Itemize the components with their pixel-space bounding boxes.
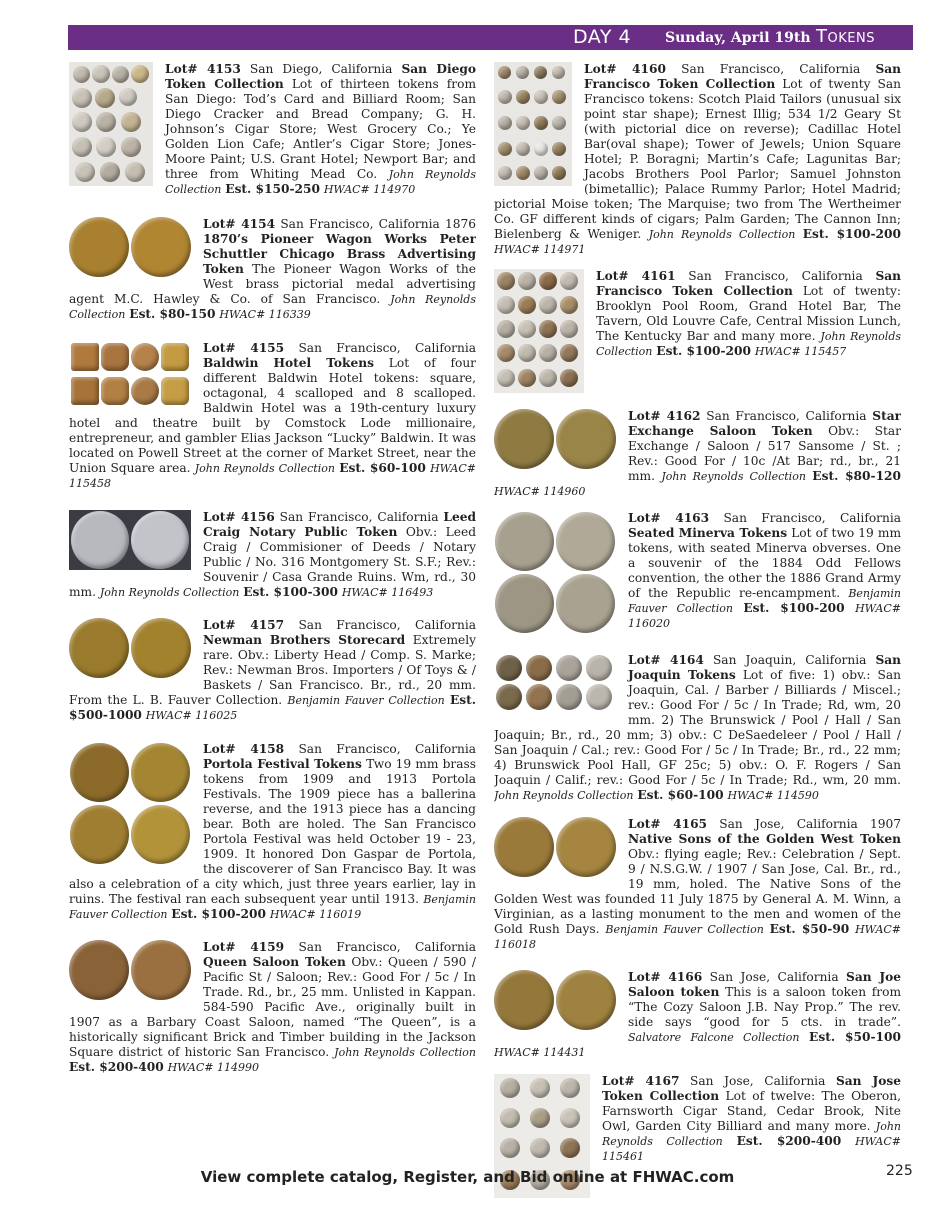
right-column (494, 62, 901, 1200)
lot-place: San Francisco, California (298, 940, 476, 954)
lot-title: Seated Minerva Tokens (628, 526, 788, 540)
lot-hwac: HWAC# 116025 (145, 709, 238, 722)
lot-4155 (69, 341, 476, 491)
lot-title: Newman Brothers Storecard (203, 633, 406, 647)
lot-4160 (494, 62, 901, 257)
lot-4166-image[interactable] (494, 970, 616, 1030)
lot-description: Lot of twenty: Brooklyn Pool Room, Grand Hotel Bar, The Tavern, Old Louvre Cafe, Central Mission Lunch, The Kentucky Bar and many more. (596, 284, 901, 343)
lot-number: Lot# 4167 (602, 1074, 680, 1088)
lot-number: Lot# 4158 (203, 742, 285, 756)
lot-hwac: HWAC# 114590 (727, 789, 819, 802)
lot-description: The Pioneer Wagon Works of the West brass pictorial medal advertising agent M.C. Hawley & Co. of San Francisco. (69, 262, 476, 306)
lot-title: San Joe Saloon token (628, 970, 901, 999)
lot-place: San Francisco, California (706, 409, 867, 423)
lot-4154-image[interactable] (69, 217, 191, 277)
lot-hwac: HWAC# 114971 (494, 243, 586, 256)
lot-4159-image[interactable] (69, 940, 191, 1000)
lot-provenance: Benjamin Fauver Collection (69, 893, 476, 921)
lot-estimate: Est. $100-200 (171, 907, 266, 921)
lot-4165 (494, 817, 901, 952)
lot-estimate: Est. $100-200 (743, 601, 845, 615)
lot-place: San Francisco, California (279, 510, 439, 524)
lot-title: Baldwin Hotel Tokens (203, 356, 374, 370)
lot-estimate: Est. $100-300 (243, 585, 338, 599)
lot-hwac: HWAC# 115457 (754, 345, 847, 358)
lot-4163-image[interactable] (494, 511, 616, 635)
lot-hwac: HWAC# 114431 (494, 1046, 586, 1059)
lot-description: Lot of five: 1) obv.: San Joaquin, Cal. / Barber / Billiards / Miscel.; rev.: Good For / 5c / In Trade; Rd, wm, 20 mm. 2) The Brunswick / Pool / Hall / San Joaquin; Br., rd., 20 mm; 3) obv.: C DeSaedeleer / Pool / Hall / San Joaquin / Cal.; rev.: Good For / 5c / In Trade; Br., rd., 22 mm; 4) Brunswick Pool Hall, GF 25c; 5) obv.: O. F. Rogers / San Joaquin / Calif.; rev.: Good For / 5c / In Trade; Rd., wm, 20 mm. (494, 668, 901, 787)
lot-provenance: Benjamin Fauver Collection (628, 587, 901, 615)
lot-place: San Francisco, California (681, 62, 861, 76)
lot-provenance: Benjamin Fauver Collection (605, 923, 764, 936)
lot-provenance: John Reynolds Collection (334, 1046, 476, 1059)
lot-place: San Jose, California 1907 (719, 817, 901, 831)
lot-provenance: John Reynolds Collection (99, 586, 240, 599)
lot-number: Lot# 4164 (628, 653, 704, 667)
lot-place: San Francisco, California (298, 341, 476, 355)
lot-estimate: Est. $500-1000 (69, 693, 476, 722)
lot-4157-image[interactable] (69, 618, 191, 678)
lot-description: Lot of four different Baldwin Hotel tokens: square, octagonal, 4 scalloped and 8 scalloped. Baldwin Hotel was a 19th-century luxury hotel and theatre built by Comstock Lode millionaire, entrepreneur, and gambler Elias Jackson “Lucky” Baldwin. It was located on Powell Street at the corner of Market Street, near the Union Square area. (69, 356, 476, 475)
section-label: Tokens (816, 26, 875, 47)
lot-hwac: HWAC# 115458 (69, 462, 476, 490)
lot-4160-image[interactable] (494, 62, 572, 186)
lot-4158-image[interactable] (69, 742, 191, 866)
lot-4156-image[interactable] (69, 510, 191, 570)
lot-hwac: HWAC# 114990 (167, 1061, 259, 1074)
lot-estimate: Est. $150-250 (225, 182, 320, 196)
lot-description: Obv.: flying eagle; Rev.: Celebration / Sept. 9 / N.S.G.W. / 1907 / San Jose, Cal. Br., rd., 19 mm, holed. The Native Sons of the Golden West was founded 11 July 1875 by General A. M. Winn, a Virginian, as a lasting monument to the men and women of the Gold Rush Days. (494, 847, 901, 936)
lot-place: San Joaquin, California (712, 653, 867, 667)
lot-4161-image[interactable] (494, 269, 584, 393)
date-label: Sunday, April 19th (665, 30, 811, 46)
lot-provenance: John Reynolds Collection (69, 293, 476, 321)
footer-cta[interactable]: View complete catalog, Register, and Bid online at FHWAC.com (200, 1168, 735, 1186)
lot-hwac: HWAC# 116493 (341, 586, 434, 599)
lot-title: Queen Saloon Token (203, 955, 346, 969)
lot-hwac: HWAC# 116020 (628, 602, 901, 630)
lot-estimate: Est. $60-100 (637, 788, 724, 802)
lot-4154 (69, 217, 476, 322)
lot-4156 (69, 510, 476, 600)
lot-4163 (494, 511, 901, 637)
lot-provenance: John Reynolds Collection (596, 330, 901, 358)
page-number: 225 (886, 1163, 913, 1179)
lot-place: San Diego, California (249, 62, 393, 76)
lot-estimate: Est. $80-150 (129, 307, 216, 321)
lot-hwac: HWAC# 116339 (219, 308, 311, 321)
lot-place: San Francisco, California (298, 618, 476, 632)
lot-number: Lot# 4156 (203, 510, 275, 524)
lot-estimate: Est. $200-400 (736, 1134, 842, 1148)
lot-4153 (69, 62, 476, 197)
lot-description: Obv.: Leed Craig / Commisioner of Deeds / Notary Public / No. 316 Montgomery St. S.F.; Rev.: Souvenir / Casa Grande Ruins. Wm, rd., 30 mm. (69, 525, 476, 599)
lot-description: Lot of thirteen tokens from San Diego: Tod’s Card and Billiard Room; San Diego Cracker and Bread Company; G. H. Johnson’s Cigar Store; West Grocery Co.; Ye Golden Lion Cafe; Antler’s Cigar Store; Jones-Moore Paint; U.S. Grant Hotel; Newport Bar; and three from Whiting Mead Co. (165, 77, 476, 181)
lot-title: Native Sons of the Golden West Token (628, 832, 901, 846)
lot-description: This is a saloon token from “The Cozy Saloon J.B. Nay Prop.” The rev. side says “good for 5 cts. in trade”. (628, 985, 901, 1029)
lot-4155-image[interactable] (69, 341, 191, 409)
lot-hwac: HWAC# 115461 (602, 1135, 901, 1163)
lot-description: Lot of twelve: The Oberon, Farnsworth Cigar Stand, Cedar Brook, Nite Owl, Garden City Billiard and many more. (602, 1089, 901, 1133)
lot-provenance: Benjamin Fauver Collection (287, 694, 445, 707)
lot-number: Lot# 4166 (628, 970, 703, 984)
lot-number: Lot# 4160 (584, 62, 666, 76)
lot-estimate: Est. $80-120 (812, 469, 901, 483)
lot-provenance: John Reynolds Collection (494, 789, 634, 802)
lot-4164-image[interactable] (494, 653, 616, 713)
lot-place: San Jose, California (709, 970, 839, 984)
lot-number: Lot# 4161 (596, 269, 676, 283)
lot-number: Lot# 4163 (628, 511, 710, 525)
lot-estimate: Est. $50-90 (769, 922, 850, 936)
day-banner (68, 25, 913, 50)
lot-estimate: Est. $50-100 (809, 1030, 901, 1044)
lot-number: Lot# 4153 (165, 62, 241, 76)
lot-hwac: HWAC# 114960 (494, 485, 586, 498)
lot-provenance: John Reynolds Collection (648, 228, 796, 241)
lot-title: Leed Craig Notary Public Token (203, 510, 476, 539)
lot-place: San Francisco, California (298, 742, 476, 756)
lot-title: Portola Festival Tokens (203, 757, 362, 771)
lot-number: Lot# 4159 (203, 940, 285, 954)
lot-place: San Francisco, California (688, 269, 863, 283)
lot-title: San Francisco Token Collection (584, 62, 901, 91)
lot-4161 (494, 269, 901, 395)
lot-title: Star Exchange Saloon Token (628, 409, 901, 438)
lot-estimate: Est. $200-400 (69, 1060, 164, 1074)
lot-place: San Francisco, California 1876 (280, 217, 476, 231)
lot-estimate: Est. $100-200 (802, 227, 901, 241)
lot-estimate: Est. $100-200 (656, 344, 751, 358)
lot-4162-image[interactable] (494, 409, 616, 469)
lot-4159 (69, 940, 476, 1075)
lot-provenance: John Reynolds Collection (661, 470, 806, 483)
lot-4158 (69, 742, 476, 922)
lot-title: 1870’s Pioneer Wagon Works Peter Schuttler Chicago Brass Advertising Token (203, 232, 476, 276)
lot-4157 (69, 618, 476, 723)
lot-4153-image[interactable] (69, 62, 153, 186)
lot-description: Lot of twenty San Francisco tokens: Scotch Plaid Tailors (unusual six point star shape); Ernest Illig; 534 1/2 Geary St (with pictorial dice on reverse); Cadillac Hotel Bar(oval shape); Tower of Jewels; Union Square Hotel; P. Boragni; Martin’s Cafe; Lagunitas Bar; Jacobs Brothers Pool Parlor; Samuel Johnston (bimetallic); Palace Rummy Parlor; Hotel Madrid; pictorial Moise token; The Marquise; two from The Wertheimer Co. GF different kinds of cigars; Palm Garden; The Cannon Inn; Bielenberg & Weniger. (494, 77, 901, 241)
lot-place: San Jose, California (690, 1074, 826, 1088)
lot-hwac: HWAC# 116018 (494, 923, 901, 951)
lot-4165-image[interactable] (494, 817, 616, 877)
lot-title: San Joaquin Tokens (628, 653, 901, 682)
lot-title: San Diego Token Collection (165, 62, 476, 91)
lot-provenance: John Reynolds Collection (602, 1120, 901, 1148)
lot-number: Lot# 4154 (203, 217, 276, 231)
day-label: DAY 4 (573, 26, 632, 48)
lot-hwac: HWAC# 114970 (323, 183, 416, 196)
lot-number: Lot# 4155 (203, 341, 285, 355)
lot-description: Extremely rare. Obv.: Liberty Head / Comp. S. Marke; Rev.: Newman Bros. Importers / Of Toys & / Baskets / San Francisco. Br., rd., 20 mm. From the L. B. Fauver Collection. (69, 633, 476, 707)
lot-provenance: John Reynolds Collection (194, 462, 335, 475)
lot-estimate: Est. $60-100 (339, 461, 426, 475)
left-column (69, 62, 476, 1075)
lot-provenance: John Reynolds Collection (165, 168, 476, 196)
lot-description: Lot of two 19 mm tokens, with seated Minerva obverses. One a souvenir of the 1884 Odd Fellows convention, the other the 1886 Grand Army of the Republic re-encampment. (628, 526, 901, 600)
lot-title: San Francisco Token Collection (596, 269, 901, 298)
lot-title: San Jose Token Collection (602, 1074, 901, 1103)
lot-number: Lot# 4162 (628, 409, 701, 423)
lot-4164 (494, 653, 901, 803)
lot-number: Lot# 4157 (203, 618, 285, 632)
lot-description: Obv.: Queen / 590 / Pacific St / Saloon; Rev.: Good For / 5c / In Trade. Rd., br., 25 mm. Unlisted in Kappan. 584-590 Pacific Ave., originally built in 1907 as a Barbary Coast Saloon, named “The Queen”, is a historically significant Brick and Timber building in the Jackson Square district of historic San Francisco. (69, 955, 476, 1059)
lot-provenance: Salvatore Falcone Collection (628, 1031, 800, 1044)
lot-description: Two 19 mm brass tokens from 1909 and 1913 Portola Festivals. The 1909 piece has a ballerina reverse, and the 1913 piece has a dancing bear. Both are holed. The San Francisco Portola Festival was held October 19 - 23, 1909. It honored Don Gaspar de Portola, the discoverer of San Francisco Bay. It was also a celebration of a city which, just three years earlier, lay in ruins. The festival ran each subsequent year until 1913. (69, 757, 476, 906)
lot-4162 (494, 409, 901, 499)
lot-description: Obv.: Star Exchange / Saloon / 517 Sansome / St. ; Rev.: Good For / 10c /At Bar; rd., br., 21 mm. (628, 424, 901, 483)
lot-place: San Francisco, California (723, 511, 901, 525)
lot-number: Lot# 4165 (628, 817, 708, 831)
lot-hwac: HWAC# 116019 (269, 908, 362, 921)
lot-4166 (494, 970, 901, 1060)
